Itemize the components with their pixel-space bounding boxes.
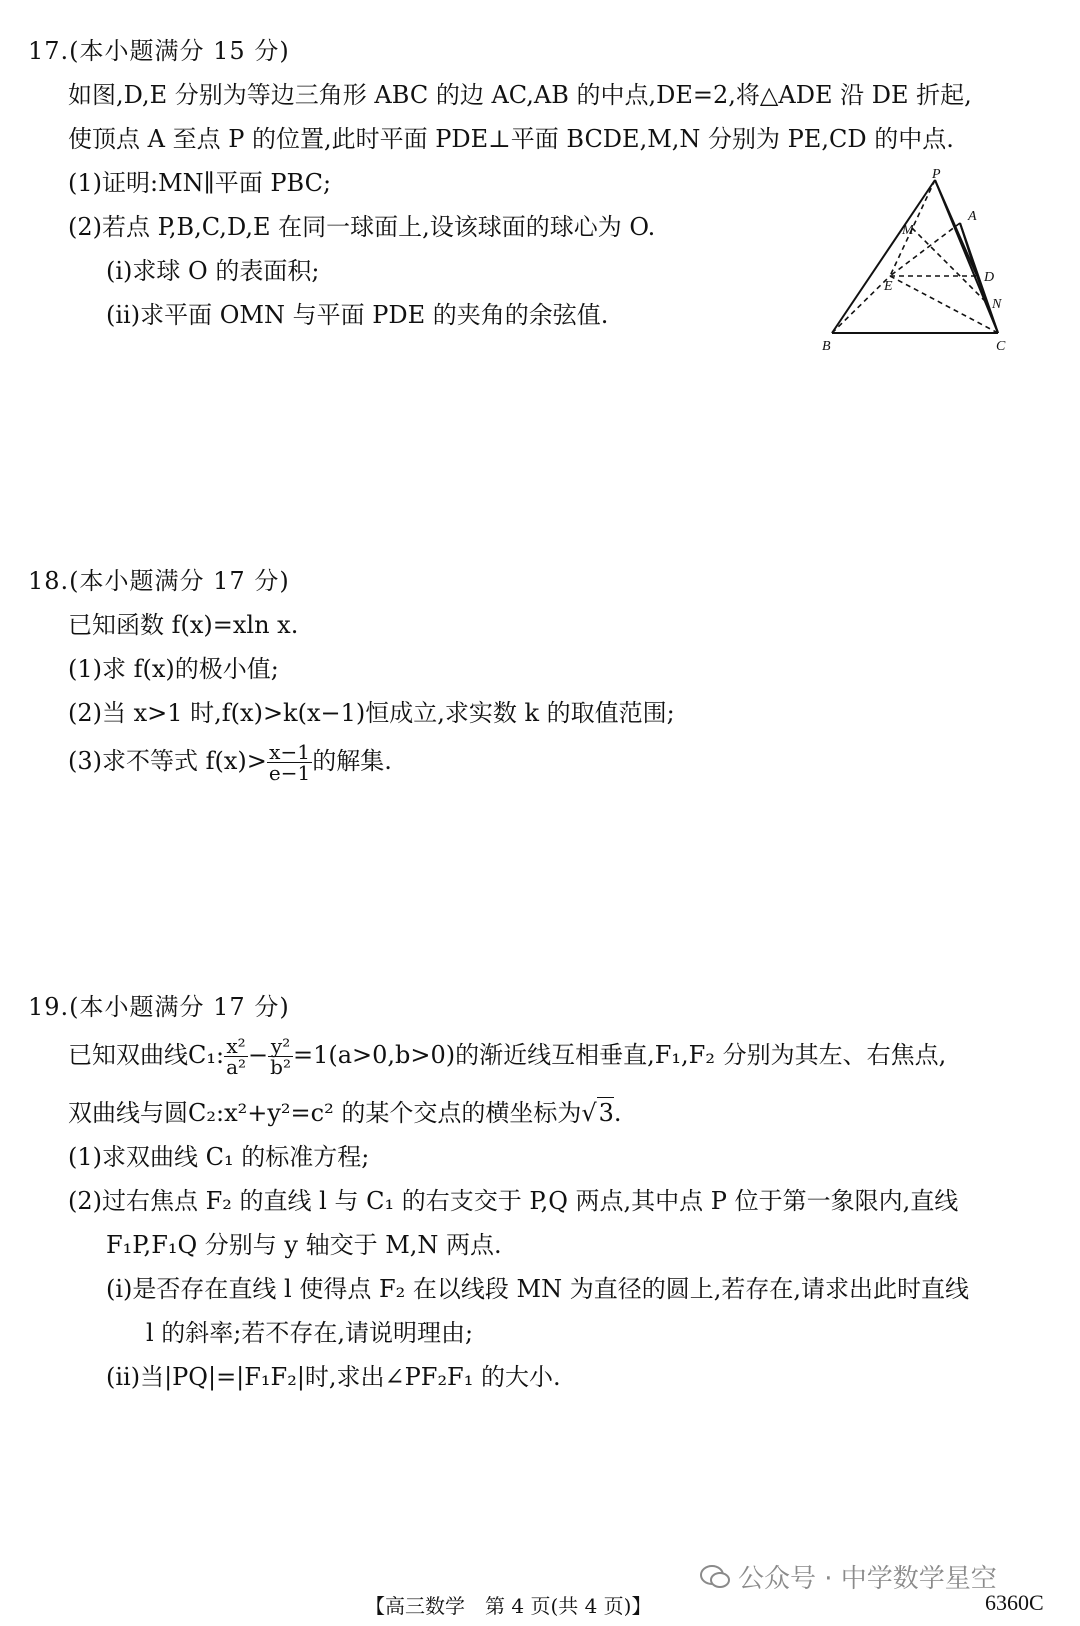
q17-heading: 17.(本小题满分 15 分) [28, 37, 290, 65]
footer-exam-code: 6360C [985, 1590, 1044, 1615]
q17-geometry-figure [820, 168, 1050, 358]
q17-line-1: 如图,D,E 分别为等边三角形 ABC 的边 AC,AB 的中点,DE=2,将△ADE 沿 DE 折起, [68, 81, 972, 109]
footer-page-info: 【高三数学 第 4 页(共 4 页)】 [365, 1594, 652, 1618]
q19-line-1-prefix: 已知双曲线C₁: [68, 1041, 225, 1069]
q19-heading: 19.(本小题满分 17 分) [28, 993, 290, 1021]
edge-PD [935, 180, 977, 276]
q19-frac-y-den: b² [270, 1055, 291, 1079]
label-C: C [996, 339, 1006, 354]
q17-line-2: 使顶点 A 至点 P 的位置,此时平面 PDE⊥平面 BCDE,M,N 分别为 PE,CD 的中点. [68, 125, 954, 153]
q18-fraction-denominator: e−1 [268, 761, 311, 785]
q19-line-2 [68, 1097, 1058, 1128]
q18-fraction [267, 742, 312, 783]
q18-part-3-prefix: (3)求不等式 f(x)> [68, 747, 267, 775]
q19-minus: − [248, 1041, 269, 1069]
segment-MN-dashed [912, 228, 988, 304]
q19-fraction-y [268, 1036, 293, 1077]
wechat-icon [700, 1564, 730, 1590]
q18-part-3-suffix: 的解集. [312, 747, 392, 775]
edge-PB [832, 180, 935, 333]
q18-heading: 18.(本小题满分 17 分) [28, 567, 290, 595]
q19-part-2i-line-b: l 的斜率;若不存在,请说明理由; [146, 1319, 474, 1347]
q17-part-2ii: (ii)求平面 OMN 与平面 PDE 的夹角的余弦值. [106, 301, 609, 329]
label-N: N [992, 297, 1002, 312]
label-B: B [822, 339, 831, 354]
q19-line-1 [68, 1036, 1058, 1077]
q19-sqrt-radicand: 3 [598, 1099, 614, 1127]
label-M: M [902, 223, 914, 238]
label-E: E [884, 279, 893, 294]
question-18 [28, 566, 1058, 783]
label-A: A [968, 209, 977, 224]
watermark-text: 公众号 · 中学数学星空 [738, 1564, 997, 1594]
label-P: P [932, 168, 941, 182]
q19-part-2i-line-a: (i)是否存在直线 l 使得点 F₂ 在以线段 MN 为直径的圆上,若存在,请求出此时直线 [106, 1275, 969, 1303]
edge-BE-dashed [832, 276, 890, 333]
q19-frac-x-num: x² [224, 1036, 248, 1057]
q18-line-1: 已知函数 f(x)=xln x. [68, 611, 299, 639]
q19-frac-y-num: y² [268, 1036, 293, 1057]
q19-line-2-prefix: 双曲线与圆C₂:x²+y²=c² 的某个交点的横坐标为√ [68, 1099, 597, 1127]
q19-part-1: (1)求双曲线 C₁ 的标准方程; [68, 1143, 370, 1171]
q17-part-2i: (i)求球 O 的表面积; [106, 257, 320, 285]
q17-part-1: (1)证明:MN∥平面 PBC; [68, 169, 332, 197]
q19-part-2ii: (ii)当|PQ|=|F₁F₂|时,求出∠PF₂F₁ 的大小. [106, 1363, 561, 1391]
q19-line-2-suffix: . [613, 1099, 622, 1127]
q19-frac-x-den: a² [226, 1055, 247, 1079]
q19-part-2-line-b: F₁P,F₁Q 分别与 y 轴交于 M,N 两点. [106, 1231, 502, 1259]
q17-part-2: (2)若点 P,B,C,D,E 在同一球面上,设该球面的球心为 O. [68, 213, 656, 241]
q19-part-2-line-a: (2)过右焦点 F₂ 的直线 l 与 C₁ 的右支交于 P,Q 两点,其中点 P 位于第一象限内,直线 [68, 1187, 959, 1215]
q19-line-1-suffix: =1(a>0,b>0)的渐近线互相垂直,F₁,F₂ 分别为其左、右焦点, [292, 1041, 947, 1069]
label-D: D [984, 270, 995, 285]
q18-part-1: (1)求 f(x)的极小值; [68, 655, 279, 683]
question-19 [28, 992, 1058, 1392]
q18-part-3 [68, 742, 1058, 783]
wechat-watermark [700, 1558, 997, 1595]
q19-fraction-x [224, 1036, 248, 1077]
q18-part-2: (2)当 x>1 时,f(x)>k(x−1)恒成立,求实数 k 的取值范围; [68, 699, 675, 727]
q18-fraction-numerator: x−1 [267, 742, 312, 763]
